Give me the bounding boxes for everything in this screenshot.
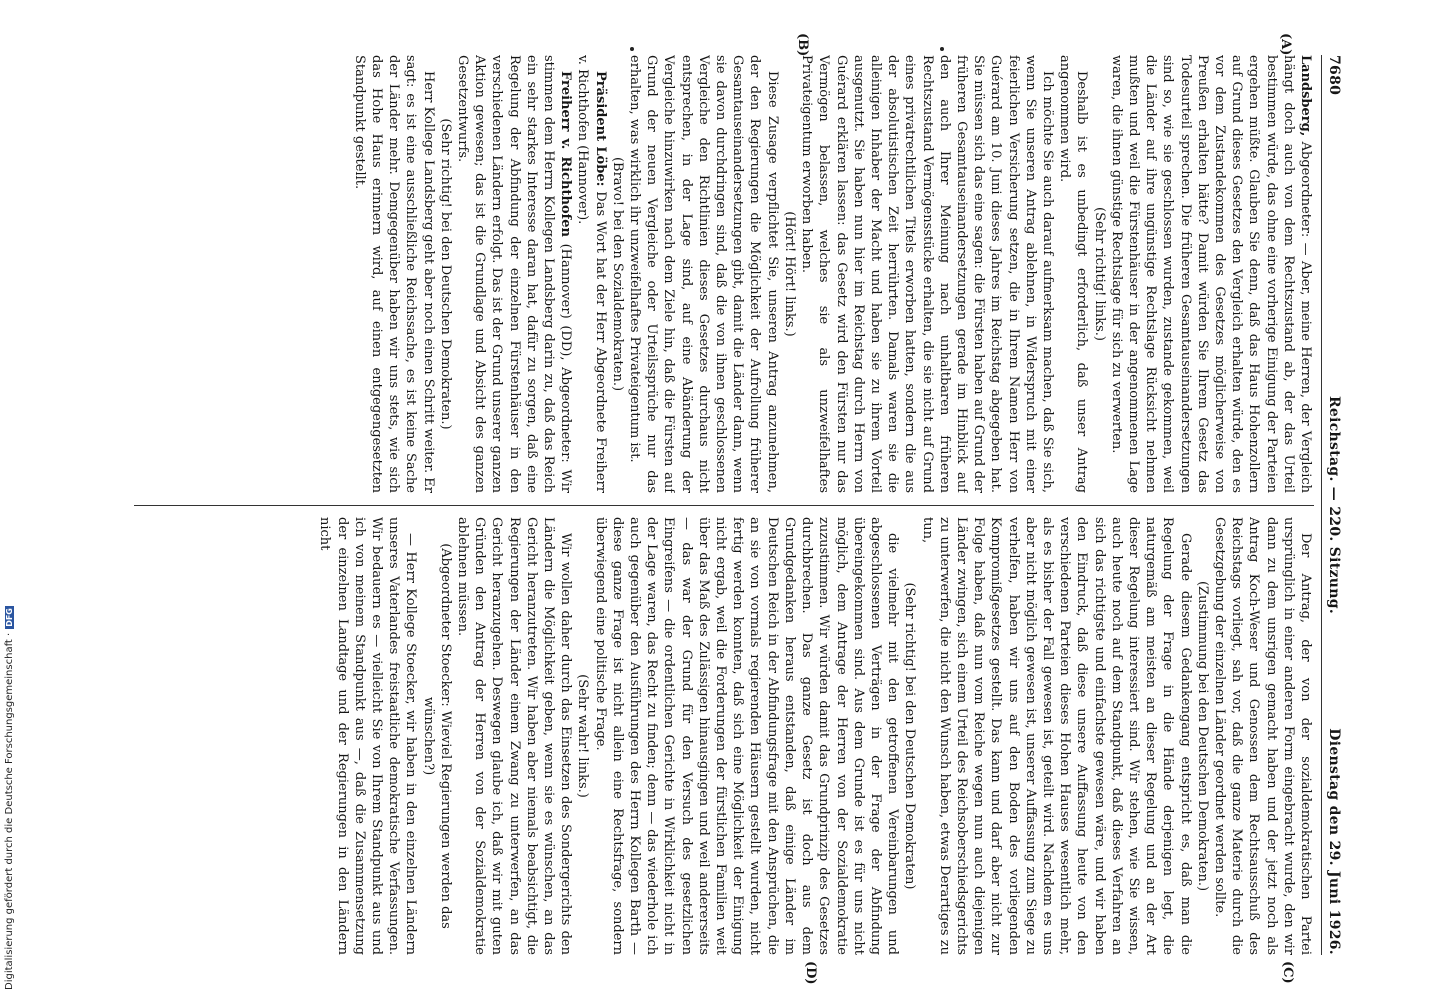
speech-paragraph: Wir wollen daher durch das Einsetzen des Sondergerichts den Ländern die Möglichkeit geben, wenn sie es wünschen, an das Gericht heranzutreten. Wir haben aber niemals beabsichtigt, die Regierungen der Länder einem Zwang zu unterwerfen, an das Gericht heranzugehen. Deswegen glaube ich, daß wir mit guten Gründen den Antrag der Herren von der Sozialdemokratie ablehnen müssen. — [455, 517, 574, 955]
right-column — [119, 517, 1314, 955]
interjection: (Sehr richtig! bei den Deutschen Demokraten) — [902, 582, 918, 890]
margin-mark-d: (D) — [803, 961, 818, 985]
header-date: Dienstag den 29. Juni 1926. — [1326, 728, 1342, 955]
rotated-page-content — [109, 33, 1344, 985]
digitization-note — [4, 40, 18, 990]
dfg-logo: DFG — [5, 608, 14, 627]
header-title: Reichstag. — 220. Sitzung. — [1326, 395, 1342, 615]
left-column — [119, 55, 1314, 493]
speech-paragraph — [1108, 55, 1314, 493]
speech-paragraph — [454, 55, 574, 493]
interjection: (Sehr richtig! links.) — [1091, 207, 1107, 341]
interjection: (Bravo! bei den Sozialdemokraten.) — [609, 156, 625, 392]
page-number: 7680 — [1326, 55, 1342, 96]
president-label: Präsident Löbe: — [592, 71, 608, 187]
speech-text: Wir stimmen dem Herrn Kollegen Landsberg darin zu, daß das Reich ein sehr starkes Interesse daran hat, dafür zu sorgen, daß eine Regelung der Abfindung der einzelnen Fürstenhäuser in den verschiedenen Ländern erfolgt. Das ist der Grund unserer ganzen Aktion gewesen; das ist die Grundlage und Absicht des ganzen Gesetzentwurfs. — [455, 55, 574, 493]
column-rule — [134, 505, 1314, 506]
page-header — [1321, 55, 1344, 955]
speech-paragraph: Gerade diesem Gedankengang entspricht es, daß man die Regelung der Frage in die Hände derjenigen legt, die naturgemäß am meisten an dieser Regelung und an der Art dieser Regelung interessiert sind. Wir stehen, wie Sie wissen, auch heute noch auf dem Standpunkt, daß dieses Verfahren an sich das richtigste und einfachste gewesen wäre, und wir haben den Eindruck, daß diese unsere Auffassung heute von den verschiedenen Parteien dieses Hohen Hauses wesentlich mehr, als es bisher der Fall gewesen ist, geteilt wird. Nachdem es uns aber nicht möglich gewesen ist, unserer Auffassung zum Siege zu verhelfen, haben wir uns auf den Boden des vorliegenden Kompromißgesetzes gestellt. Das kann und darf aber nicht zur Folge haben, daß nun vom Reiche wegen nun auch diejenigen Länder zwingen, sich einem Urteil des Reichsoberschiedsgerichts zu unterwerfen, die nicht den Wunsch haben, etwas Derartiges zu tun, — [919, 517, 1193, 955]
interjection: (Zustimmung bei den Deutschen Demokraten.) — [1194, 580, 1210, 892]
speech-paragraph: Ich möchte Sie auch darauf aufmerksam machen, daß Sie sich, wenn Sie unseren Antrag ablehnen, in Widerspruch mit einer feierlichen Versicherung setzen, die in Ihrem Namen Herr von Guérard am 10. Juni dieses Jahres im Reichstag abgegeben hat. Sie müssen sich das eine sagen: die Fürsten haben auf Grund der früheren Gesamtauseinandersetzungen gerade im Hinblick auf den auch Ihrer Meinung nach unhaltbaren früheren Rechtszustand Vermögensstücke erhalten, die sie nicht auf Grund eines privatrechtlichen Titels erworben hatten, sondern die aus der absolutistischen Zeit herrührten. Damals waren sie die alleinigen Inhaber der Macht und haben sie zu ihrem Vorteil ausgenutzt. Sie haben nun hier im Reichstag durch Herrn von Guérard erklären lassen: das Gesetz wird den Fürsten nur das Vermögen belassen, welches sie als unzweifelhaftes Privateigentum erworben haben. — [799, 55, 1055, 493]
margin-dot — [940, 47, 944, 51]
speech-paragraph: — Herr Kollege Stoecker, wir haben in den einzelnen Ländern unseres Vaterlandes freistaatliche demokratische Verfassungen. Wir bedauern es — vielleicht Sie von Ihrem Standpunkt aus und ich von meinem Standpunkt aus —, daß die Zusammensetzung der einzelnen Landtage und der Regierungen in den Ländern nicht — [317, 517, 419, 955]
interjection: (Sehr richtig! bei den Deutschen Demokraten.) — [437, 118, 453, 430]
speaker-role: Abgeordneter: — [1298, 141, 1313, 238]
speaker-name: Landsberg, — [1298, 55, 1313, 137]
speaker-role: (Hannover) (DD), Abgeordneter: — [558, 243, 574, 463]
speech-paragraph: Herr Kollege Landsberg geht aber noch einen Schritt weiter. Er sagt: es ist eine ausschließliche Reichssache, es ist keine Sache der Länder mehr. Demgegenüber haben wir uns stets, wie sich das Hohe Haus erinnern wird, auf einen entgegengesetzten Standpunkt gestellt. — [351, 55, 436, 493]
speaker-name: Freiherr v. Richthofen — [558, 71, 574, 237]
president-text: Das Wort hat der Herr Abgeordnete Freiherr v. Richthofen (Hannover). — [575, 55, 608, 493]
digitization-text: Digitalisierung gefördert durch die Deutsche Forschungsgemeinschaft · — [4, 632, 15, 990]
speech-paragraph: Der Antrag, der von der sozialdemokratischen Partei ursprünglich in einer anderen Form eingebracht wurde, den wir dann zu dem unsrigen gemacht haben und der jetzt noch als Antrag Koch-Weser und Genossen dem Rechtsausschuß des Reichstags vorliegt, sah vor, daß die ganze Materie durch die Gesetzgebung der einzelnen Länder geordnet werden sollte. — [1211, 517, 1313, 955]
interjection: (Hört! Hört! links.) — [781, 211, 797, 337]
interjection: (Abgeordneter Stoecker: Wieviel Regierungen werden das wünschen?) — [420, 543, 453, 929]
speech-paragraph: Deshalb ist es unbedingt erforderlich, daß unser Antrag angenommen wird. — [1057, 55, 1090, 493]
speech-paragraph: Diese Zusage verpflichtet Sie, unseren Antrag anzunehmen, der den Regierungen die Möglichkeit der Aufrollung früherer Gesamtauseinandersetzungen gibt, damit die Länder dann, wenn sie davon durchdringen sind, daß die von ihnen geschlossenen Vergleiche den Richtlinien dieses Gesetzes durchaus nicht entsprechen, in der Lage sind, auf eine Abänderung der Vergleiche hinzuwirken nach dem Ziele hin, daß die Fürsten auf Grund der neuen Vergleiche oder Urteilssprüche nur das erhalten, was wirklich ihr unzweifelhaftes Privateigentum ist. — [627, 55, 780, 493]
margin-mark-b: (B) — [795, 33, 810, 57]
president-statement — [574, 55, 608, 493]
speech-text: — Aber, meine Herren, der Vergleich hängt doch auch von dem Rechtszustand ab, der das Urteil bestimmen würde, das ohne eine vorherige Einigung der Parteien ergehen müßte. Glauben Sie denn, daß das Haus Hohenzollern auf Grund dieses Gesetzes den Vergleich erhalten würde, den es vor dem Zustandekommen des Gesetzes möglicherweise von Preußen erhalten hätte? Damit würden Sie Ihrem Gesetz das Todesurteil sprechen. Die früheren Gesamtauseinandersetzungen sind so, wie sie geschlossen wurden, zustande gekommen, weil die Länder auf ihre ungünstige Rechtslage Rücksicht nehmen mußten und weil die Fürstenhäuser in der angenommenen Lage waren, die ihnen günstige Rechtslage für sich zu verwerten. — [1108, 55, 1313, 493]
interjection: (Sehr wahr! links.) — [575, 674, 591, 798]
margin-mark-a: (A) — [1278, 33, 1293, 56]
speech-paragraph: die vielmehr mit den getroffenen Vereinbarungen und abgeschlossenen Verträgen in der Frage der Abfindung übereingekommen sind. Aus dem Grunde ist es für uns nicht möglich, dem Antrage der Herren von der Sozialdemokratie zuzustimmen. Wir würden damit das Grundprinzip des Gesetzes durchbrechen. Das ganze Gesetz ist doch aus dem Grundgedanken heraus entstanden, daß einige Länder im Deutschen Reich in der Abfindungsfrage mit den Ansprüchen, die an sie von vormals regierenden Häusern gestellt wurden, nicht fertig werden konnten, daß sich eine Möglichkeit der Einigung nicht ergab, weil die Forderungen der fürstlichen Familien weit über das Maß des Zulässigen hinausgingen und weil andererseits — das war der Grund für den Versuch des gesetzlichen Eingreifens — die ordentlichen Gerichte in Wirklichkeit nicht in der Lage waren, das Recht zu finden; denn — das wiederhole ich auch gegenüber den Ausführungen des Herrn Kollegen Barth — diese ganze Frage ist nicht allein eine Rechtsfrage, sondern überwiegend eine politische Frage. — [592, 517, 901, 955]
margin-mark-c: (C) — [1280, 961, 1295, 984]
margin-dot — [630, 47, 634, 51]
